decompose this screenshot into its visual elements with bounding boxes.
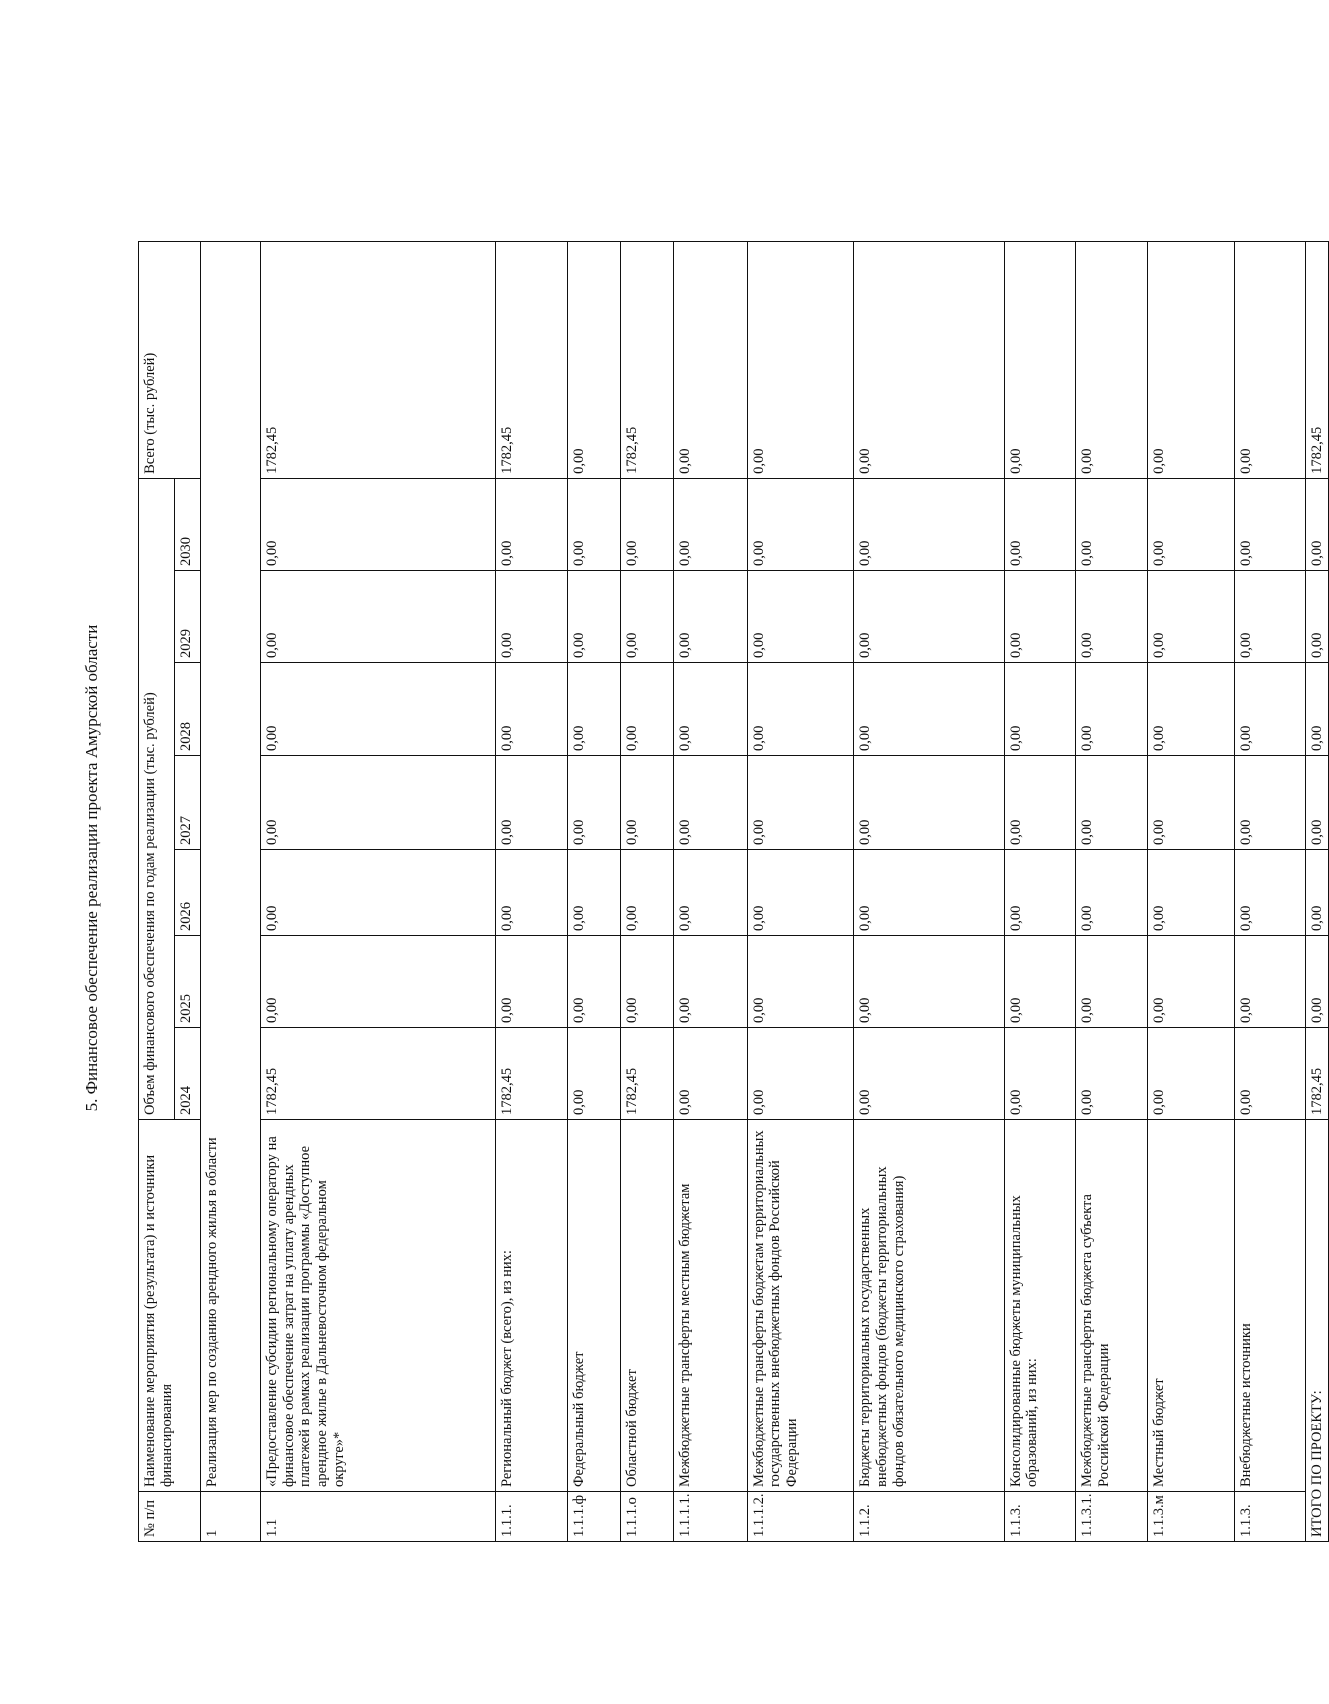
- value-cell: 0,00: [1234, 756, 1306, 850]
- value-cell: 0,00: [747, 850, 854, 936]
- value-cell: 0,00: [567, 936, 620, 1028]
- row-name: Межбюджетные трансферты бюджета субъекта Российской Федерации: [1076, 1120, 1148, 1492]
- rotated-table-wrapper: [138, 242, 1329, 1542]
- value-cell: 0,00: [747, 1028, 854, 1120]
- section-num: 1: [201, 1492, 261, 1542]
- value-cell: 0,00: [1147, 571, 1234, 663]
- total-label: ИТОГО ПО ПРОЕКТУ:: [1306, 1120, 1329, 1542]
- value-cell: 0,00: [1234, 850, 1306, 936]
- value-cell: 0,00: [674, 571, 747, 663]
- row-num: 1.1.1.2.: [747, 1492, 854, 1542]
- row-total: 0,00: [747, 241, 854, 478]
- row-name: Консолидированные бюджеты муниципальных образований, из них:: [1004, 1120, 1076, 1492]
- header-year: 2028: [175, 663, 201, 756]
- row-name: Внебюджетные источники: [1234, 1120, 1306, 1492]
- value-cell: 0,00: [496, 571, 568, 663]
- value-cell: 0,00: [674, 1028, 747, 1120]
- value-cell: 0,00: [747, 756, 854, 850]
- value-cell: 0,00: [1234, 1028, 1306, 1120]
- row-name: «Предоставление субсидии региональному оператору на финансовое обеспечение затрат на уплату арендных платежей в рамках реализации программы «Доступное арендное жилье в Дальневосточном федеральном округе»*: [261, 1120, 496, 1492]
- row-num: 1.1.3.1.: [1076, 1492, 1148, 1542]
- value-cell: 0,00: [1147, 1028, 1234, 1120]
- total-cell: 0,00: [1306, 756, 1329, 850]
- header-name: Наименование мероприятия (результата) и источники финансирования: [139, 1120, 201, 1492]
- value-cell: 0,00: [1076, 571, 1148, 663]
- total-sum-cell: 1782,45: [1306, 241, 1329, 478]
- value-cell: 0,00: [674, 936, 747, 1028]
- value-cell: 0,00: [1004, 756, 1076, 850]
- header-year: 2025: [175, 936, 201, 1028]
- value-cell: 0,00: [567, 478, 620, 570]
- row-num: 1.1.1.1.: [674, 1492, 747, 1542]
- value-cell: 0,00: [621, 663, 674, 756]
- row-total: 0,00: [1147, 241, 1234, 478]
- value-cell: 0,00: [747, 478, 854, 570]
- row-total: 0,00: [567, 241, 620, 478]
- value-cell: 0,00: [674, 756, 747, 850]
- row-num: 1.1.3.: [1004, 1492, 1076, 1542]
- value-cell: 0,00: [854, 571, 1004, 663]
- table-row: [261, 241, 496, 1541]
- table-row: [496, 241, 568, 1541]
- value-cell: 0,00: [674, 850, 747, 936]
- header-year: 2026: [175, 850, 201, 936]
- value-cell: 0,00: [567, 756, 620, 850]
- value-cell: 0,00: [1147, 936, 1234, 1028]
- value-cell: 0,00: [1147, 663, 1234, 756]
- value-cell: 0,00: [261, 756, 496, 850]
- row-total: 0,00: [674, 241, 747, 478]
- row-num: 1.1: [261, 1492, 496, 1542]
- total-cell: 0,00: [1306, 936, 1329, 1028]
- value-cell: 0,00: [621, 850, 674, 936]
- row-name: Региональный бюджет (всего), из них:: [496, 1120, 568, 1492]
- value-cell: 0,00: [496, 850, 568, 936]
- value-cell: 0,00: [1004, 850, 1076, 936]
- row-total: 0,00: [1234, 241, 1306, 478]
- value-cell: 0,00: [496, 663, 568, 756]
- value-cell: 0,00: [1004, 936, 1076, 1028]
- table-row: [747, 241, 854, 1541]
- row-num: 1.1.1.: [496, 1492, 568, 1542]
- value-cell: 0,00: [854, 756, 1004, 850]
- section-row: [201, 241, 261, 1541]
- value-cell: 0,00: [1076, 756, 1148, 850]
- value-cell: 1782,45: [261, 1028, 496, 1120]
- value-cell: 0,00: [496, 478, 568, 570]
- value-cell: 0,00: [261, 663, 496, 756]
- total-cell: 1782,45: [1306, 1028, 1329, 1120]
- value-cell: 0,00: [1234, 663, 1306, 756]
- table-row: [567, 241, 620, 1541]
- value-cell: 0,00: [621, 571, 674, 663]
- value-cell: 0,00: [1076, 478, 1148, 570]
- value-cell: 0,00: [1147, 478, 1234, 570]
- total-row: [1306, 241, 1329, 1541]
- total-cell: 0,00: [1306, 850, 1329, 936]
- value-cell: 0,00: [567, 571, 620, 663]
- value-cell: 0,00: [496, 756, 568, 850]
- table-row: [1234, 241, 1306, 1541]
- value-cell: 0,00: [1076, 936, 1148, 1028]
- table-row: [854, 241, 1004, 1541]
- value-cell: 0,00: [261, 571, 496, 663]
- value-cell: 1782,45: [621, 1028, 674, 1120]
- table-row: [1147, 241, 1234, 1541]
- value-cell: 0,00: [261, 850, 496, 936]
- value-cell: 0,00: [1147, 756, 1234, 850]
- total-cell: 0,00: [1306, 663, 1329, 756]
- value-cell: 0,00: [1004, 478, 1076, 570]
- value-cell: 0,00: [854, 936, 1004, 1028]
- value-cell: 0,00: [747, 936, 854, 1028]
- value-cell: 0,00: [854, 663, 1004, 756]
- row-total: 0,00: [854, 241, 1004, 478]
- value-cell: 0,00: [1234, 478, 1306, 570]
- row-total: 1782,45: [496, 241, 568, 478]
- header-year: 2029: [175, 571, 201, 663]
- value-cell: 0,00: [621, 478, 674, 570]
- row-total: 0,00: [1004, 241, 1076, 478]
- value-cell: 0,00: [1234, 571, 1306, 663]
- total-cell: 0,00: [1306, 478, 1329, 570]
- value-cell: 0,00: [261, 936, 496, 1028]
- total-cell: 0,00: [1306, 571, 1329, 663]
- value-cell: 0,00: [854, 850, 1004, 936]
- value-cell: 0,00: [567, 663, 620, 756]
- value-cell: 0,00: [1004, 663, 1076, 756]
- value-cell: 0,00: [1076, 850, 1148, 936]
- row-total: 1782,45: [261, 241, 496, 478]
- table-body: [201, 241, 1306, 1541]
- financing-table: [138, 241, 1329, 1542]
- row-total: 1782,45: [621, 241, 674, 478]
- row-total: 0,00: [1076, 241, 1148, 478]
- table-row: [1004, 241, 1076, 1541]
- value-cell: 0,00: [1076, 1028, 1148, 1120]
- value-cell: 0,00: [1004, 1028, 1076, 1120]
- value-cell: 0,00: [621, 936, 674, 1028]
- table-row: [621, 241, 674, 1541]
- row-num: 1.1.3.м: [1147, 1492, 1234, 1542]
- row-num: 1.1.3.: [1234, 1492, 1306, 1542]
- header-year: 2030: [175, 478, 201, 570]
- value-cell: 0,00: [747, 571, 854, 663]
- header-num: № п/п: [139, 1492, 201, 1542]
- value-cell: 0,00: [1234, 936, 1306, 1028]
- row-name: Федеральный бюджет: [567, 1120, 620, 1492]
- value-cell: 0,00: [567, 850, 620, 936]
- row-num: 1.1.1.о: [621, 1492, 674, 1542]
- value-cell: 1782,45: [496, 1028, 568, 1120]
- value-cell: 0,00: [1076, 663, 1148, 756]
- header-row: [139, 241, 175, 1541]
- header-year: 2027: [175, 756, 201, 850]
- value-cell: 0,00: [854, 478, 1004, 570]
- row-num: 1.1.2.: [854, 1492, 1004, 1542]
- table-row: [1076, 241, 1148, 1541]
- section-title: Реализация мер по созданию арендного жилья в области: [201, 241, 261, 1491]
- table-row: [674, 241, 747, 1541]
- row-name: Межбюджетные трансферты местным бюджетам: [674, 1120, 747, 1492]
- value-cell: 0,00: [1147, 850, 1234, 936]
- row-name: Бюджеты территориальных государственных внебюджетных фондов (бюджеты территориальных фондов обязательного медицинского страхования): [854, 1120, 1004, 1492]
- header-year: 2024: [175, 1028, 201, 1120]
- row-name: Межбюджетные трансферты бюджетам территориальных государственных внебюджетных фондов Российской Федерации: [747, 1120, 854, 1492]
- value-cell: 0,00: [1004, 571, 1076, 663]
- value-cell: 0,00: [496, 936, 568, 1028]
- row-num: 1.1.1.ф: [567, 1492, 620, 1542]
- row-name: Местный бюджет: [1147, 1120, 1234, 1492]
- header-total: Всего (тыс. рублей): [139, 241, 201, 478]
- value-cell: 0,00: [567, 1028, 620, 1120]
- value-cell: 0,00: [674, 663, 747, 756]
- header-volume: Объем финансового обеспечения по годам реализации (тыс. рублей): [139, 478, 175, 1119]
- document-title: 5. Финансовое обеспечение реализации проекта Амурской области: [82, 624, 101, 1112]
- value-cell: 0,00: [261, 478, 496, 570]
- row-name: Областной бюджет: [621, 1120, 674, 1492]
- value-cell: 0,00: [747, 663, 854, 756]
- value-cell: 0,00: [621, 756, 674, 850]
- value-cell: 0,00: [854, 1028, 1004, 1120]
- value-cell: 0,00: [674, 478, 747, 570]
